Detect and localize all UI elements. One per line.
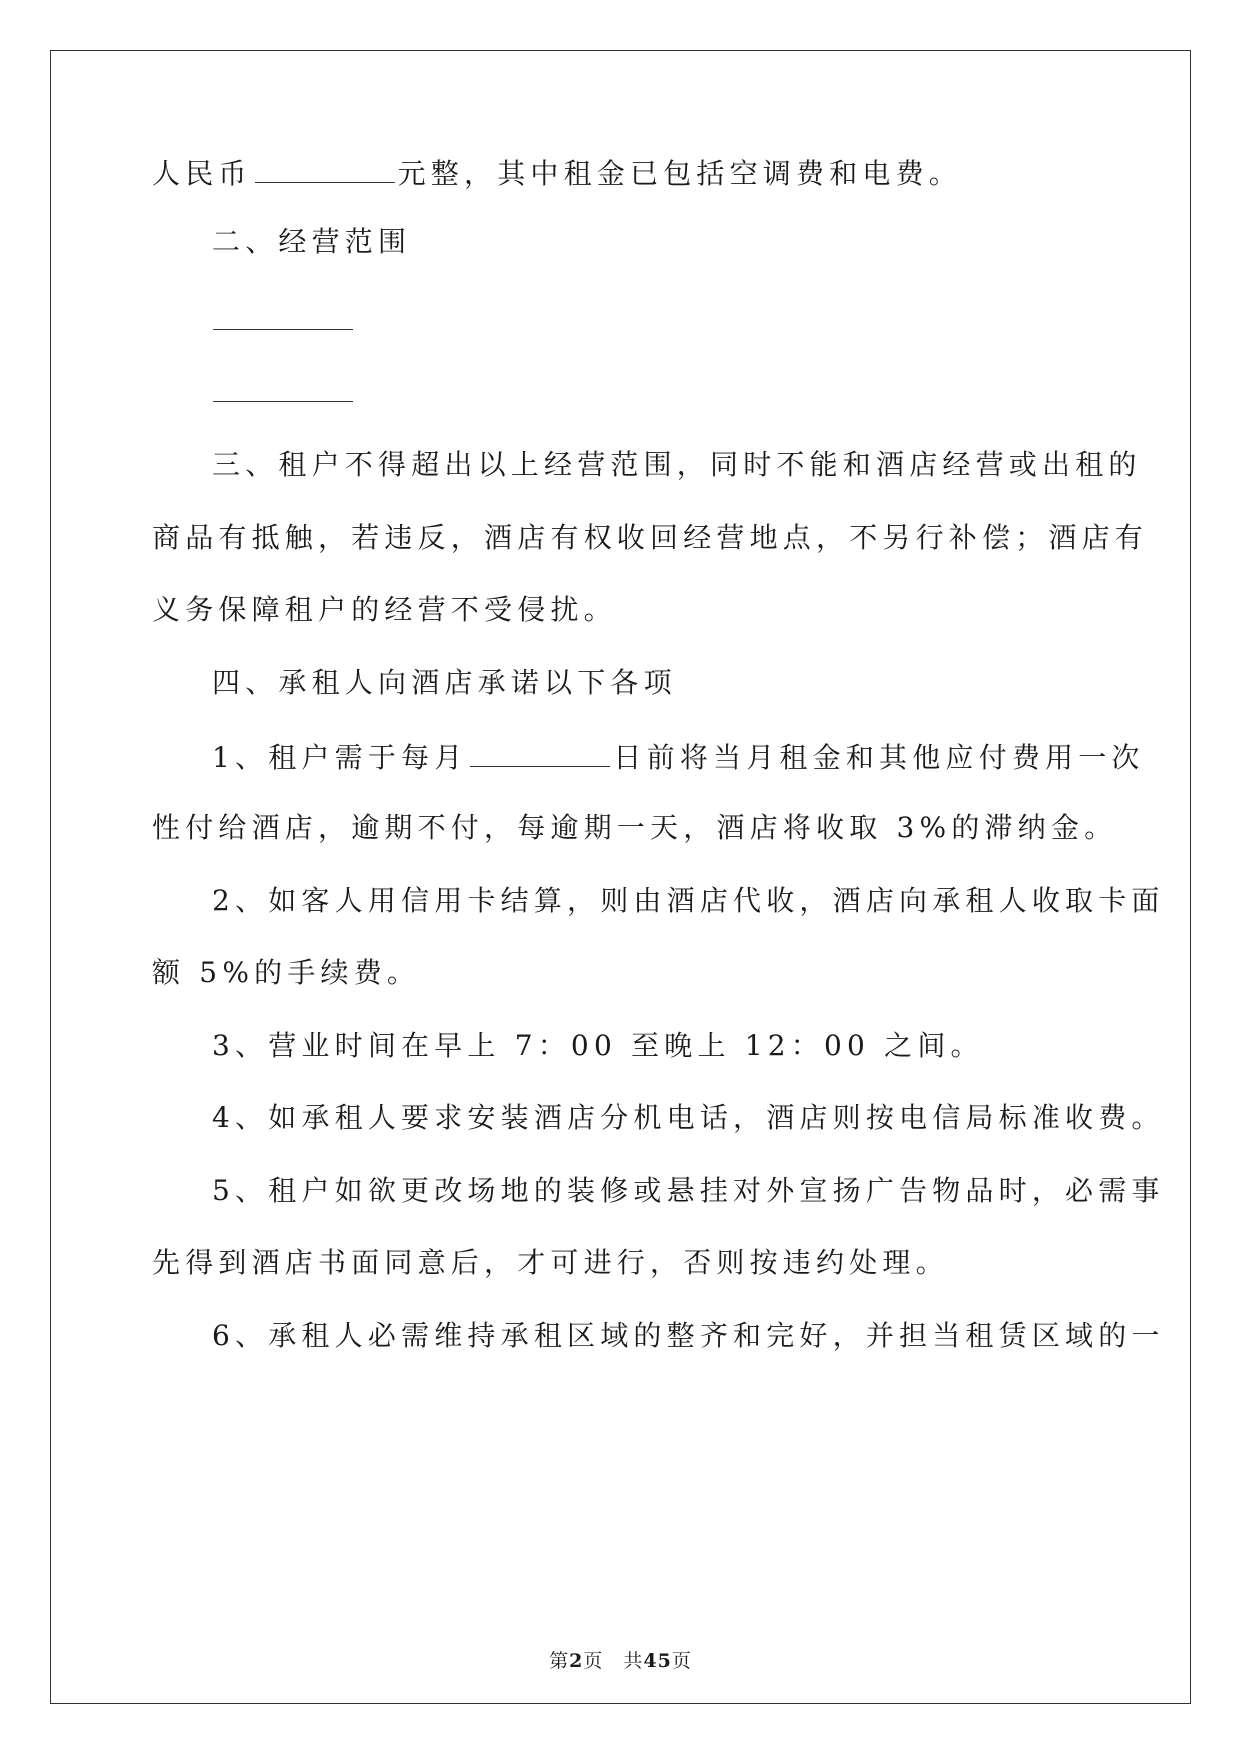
paragraph-line-payment-day <box>212 736 1145 776</box>
page-frame <box>50 50 1191 1704</box>
page-total-number: 45 <box>643 1650 672 1672</box>
section-heading-commitments: 四、承租人向酒店承诺以下各项 <box>212 666 677 699</box>
payment-day-blank[interactable] <box>470 736 610 767</box>
page-suffix: 页 <box>671 1650 692 1672</box>
business-scope-blank-2[interactable] <box>213 401 353 402</box>
business-scope-blank-1[interactable] <box>213 329 353 330</box>
paragraph-line: 5、租户如欲更改场地的装修或悬挂对外宣扬广告物品时，必需事 <box>212 1174 1165 1207</box>
paragraph-line: 性付给酒店，逾期不付，每逾期一天，酒店将收取 3%的滞纳金。 <box>152 811 1118 844</box>
page-footer <box>0 1646 1241 1673</box>
paragraph-line-rent-amount <box>152 152 962 192</box>
rent-prefix: 人民币 <box>152 157 252 190</box>
paragraph-line: 义务保障租户的经营不受侵扰。 <box>152 593 617 626</box>
paragraph-line: 4、如承租人要求安装酒店分机电话，酒店则按电信局标准收费。 <box>212 1101 1165 1134</box>
page-mid: 页 共 <box>583 1650 644 1672</box>
paragraph-line: 6、承租人必需维持承租区域的整齐和完好，并担当租赁区域的一 <box>212 1319 1165 1352</box>
paragraph-line: 先得到酒店书面同意后，才可进行，否则按违约处理。 <box>152 1246 949 1279</box>
paragraph-line: 三、租户不得超出以上经营范围，同时不能和酒店经营或出租的 <box>212 448 1142 481</box>
paragraph-line: 商品有抵触，若违反，酒店有权收回经营地点，不另行补偿；酒店有 <box>152 521 1149 554</box>
page-prefix: 第 <box>549 1650 570 1672</box>
page-current-number: 2 <box>569 1650 584 1672</box>
paragraph-line: 2、如客人用信用卡结算，则由酒店代收，酒店向承租人收取卡面 <box>212 884 1165 917</box>
section-heading-business-scope: 二、经营范围 <box>212 225 412 258</box>
payment-suffix: 日前将当月租金和其他应付费用一次 <box>613 741 1145 774</box>
rent-suffix: 元整，其中租金已包括空调费和电费。 <box>397 157 963 190</box>
payment-prefix: 1、租户需于每月 <box>212 741 468 774</box>
paragraph-line: 3、营业时间在早上 7：00 至晚上 12：00 之间。 <box>212 1029 984 1062</box>
rent-amount-blank[interactable] <box>255 152 395 183</box>
paragraph-line: 额 5%的手续费。 <box>152 956 421 989</box>
